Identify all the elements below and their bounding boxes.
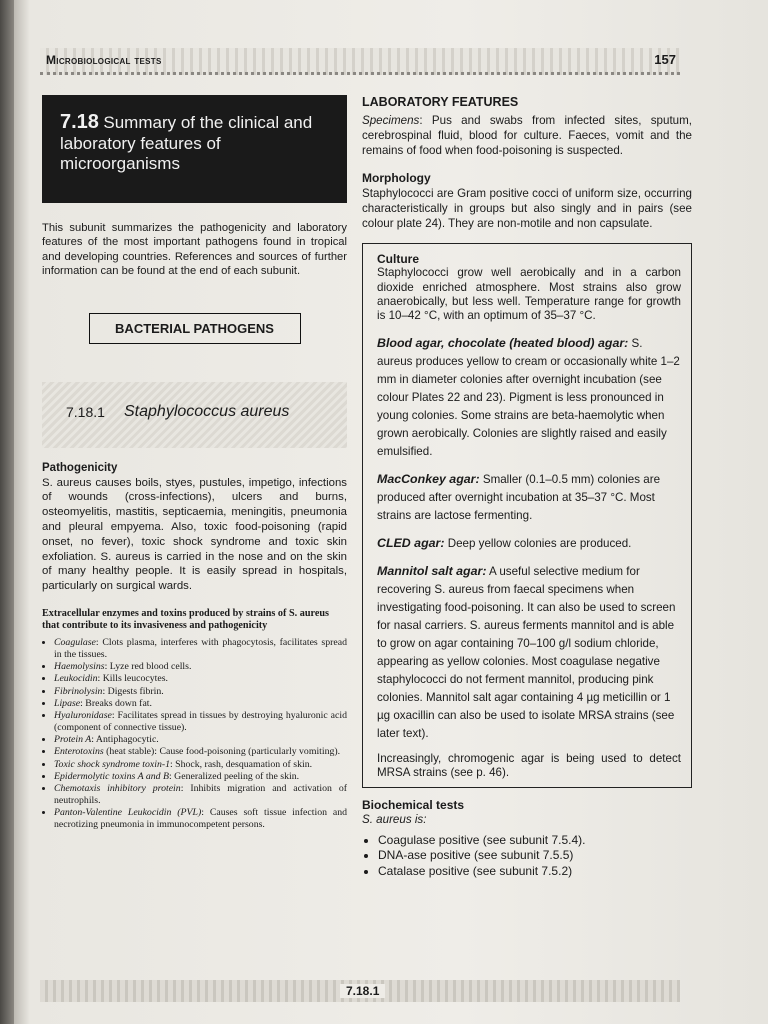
page-number: 157 bbox=[654, 52, 676, 67]
enzyme-term: Lipase bbox=[54, 697, 81, 709]
section-heading bbox=[42, 382, 347, 448]
pathogenicity-text: S. aureus causes boils, styes, pustules, impetigo, infections of wounds (cross-infections), ulcers and burns, osteomyelitis, mastitis, septicaemia, meningitis, pneumonia and pleural empyema. Also, toxic food-poisoning (rapid onset, no fever), toxic shock syndrome and toxic skin exfoliation. S. aureus is carried in the nose and on the skin of many healthy people. It is easily spread in hospitals, particularly on surgical wards. bbox=[42, 476, 347, 593]
enzyme-term: Panton-Valentine Leukocidin (PVL) bbox=[54, 807, 202, 819]
footer-section-ref: 7.18.1 bbox=[340, 984, 385, 998]
running-header bbox=[40, 48, 680, 75]
culture-text: Staphylococci grow well aerobically and in a carbon dioxide enriched atmosphere. Most strains also grow anaerobically, but less well. Temperature range for growth is 10–42 °C, with an optimum of 35–37 °C. bbox=[377, 266, 681, 323]
enzyme-desc: : Kills leucocytes. bbox=[97, 673, 168, 685]
enzyme-term: Hyaluronidase bbox=[54, 710, 112, 722]
list-item: • DNA-ase positive (see subunit 7.5.5) bbox=[378, 848, 692, 864]
specimens-text: : Pus and swabs from infected sites, sputum, cerebrospinal fluid, blood for culture. Faeces, vomit and the remains of food when food-poisoning is suspected. bbox=[362, 114, 692, 158]
subunit-title-box bbox=[42, 95, 347, 203]
enzyme-term: Epidermolytic toxins A and B bbox=[54, 771, 170, 783]
enzymes-list bbox=[42, 637, 347, 831]
macconkey-paragraph bbox=[377, 470, 681, 524]
enzyme-desc: (heat stable): Cause food-poisoning (particularly vomiting). bbox=[103, 746, 341, 758]
subunit-title: Summary of the clinical and laboratory features of microorganisms bbox=[60, 113, 313, 173]
cled-heading: CLED agar: bbox=[377, 535, 445, 550]
blood-agar-heading: Blood agar, chocolate (heated blood) agar: bbox=[377, 335, 629, 350]
bacterial-pathogens-heading: BACTERIAL PATHOGENS bbox=[89, 313, 301, 344]
pathogenicity-heading: Pathogenicity bbox=[42, 461, 118, 474]
section-number: 7.18.1 bbox=[66, 403, 105, 420]
list-item bbox=[54, 698, 347, 710]
culture-box bbox=[362, 243, 692, 787]
chromogenic-text: Increasingly, chromogenic agar is being used to detect MRSA strains (see p. 46). bbox=[377, 751, 681, 780]
mannitol-paragraph bbox=[377, 562, 681, 742]
list-item bbox=[54, 771, 347, 783]
list-item bbox=[54, 807, 347, 831]
enzyme-term: Leukocidin bbox=[54, 673, 98, 685]
intro-paragraph: This subunit summarizes the pathogenicity and laboratory features of the most important pathogens found in tropical and developing countries. References and sources of further information can be found at the end of each subunit. bbox=[42, 222, 347, 278]
enzyme-term: Chemotaxis inhibitory protein bbox=[54, 783, 181, 795]
right-column bbox=[362, 95, 692, 879]
biochemical-heading: Biochemical tests bbox=[362, 797, 465, 812]
list-item bbox=[54, 710, 347, 734]
list-item bbox=[54, 783, 347, 807]
subunit-number: 7.18 bbox=[60, 111, 99, 133]
biochemical-intro: S. aureus is: bbox=[362, 812, 427, 826]
list-item bbox=[54, 637, 347, 661]
biochemical-list bbox=[362, 833, 692, 880]
list-item bbox=[54, 661, 347, 673]
enzyme-term: Coagulase bbox=[54, 636, 96, 648]
enzyme-desc: : Digests fibrin. bbox=[102, 685, 164, 697]
blood-agar-paragraph bbox=[377, 334, 681, 460]
specimens-paragraph bbox=[362, 113, 692, 159]
page-footer bbox=[40, 980, 680, 1002]
blood-agar-text: S. aureus produces yellow to cream or occasionally white 1–2 mm in diameter colonies after overnight incubation (see colour Plates 22 and 23). Pigment is less pronounced in young colonies. Some strains are beta-haemolytic when grown aerobically. Colonies are slightly raised and easily emulsified. bbox=[377, 336, 680, 458]
lab-features-heading: LABORATORY FEATURES bbox=[362, 95, 519, 109]
enzyme-desc: : Breaks down fat. bbox=[80, 697, 152, 709]
enzyme-desc: : Clots plasma, interferes with phagocytosis, facilitates spread in the tissues. bbox=[54, 636, 347, 660]
enzyme-desc: : Lyze red blood cells. bbox=[104, 660, 192, 672]
cled-paragraph bbox=[377, 534, 681, 552]
list-item bbox=[54, 686, 347, 698]
enzyme-desc: : Facilitates spread in tissues by destroying hyaluronic acid (component of connective tissue). bbox=[54, 710, 347, 733]
macconkey-heading: MacConkey agar: bbox=[377, 471, 480, 486]
list-item bbox=[54, 759, 347, 771]
enzyme-desc: : Causes soft tissue infection and necrotizing pneumonia in immunocompetent persons. bbox=[54, 807, 348, 831]
list-item bbox=[54, 746, 347, 758]
running-title: Microbiological tests bbox=[46, 53, 162, 67]
list-item: • Catalase positive (see subunit 7.5.2) bbox=[378, 864, 692, 880]
left-column bbox=[42, 95, 347, 832]
specimens-label: Specimens bbox=[362, 114, 420, 127]
list-item bbox=[54, 673, 347, 685]
book-spine-shadow bbox=[0, 0, 14, 1024]
enzyme-term: Haemolysins bbox=[54, 660, 105, 672]
enzymes-heading: Extracellular enzymes and toxins produced by strains of S. aureus that contribute to its invasiveness and pathogenicity bbox=[42, 608, 329, 632]
list-item: • Coagulase positive (see subunit 7.5.4). bbox=[378, 833, 692, 849]
culture-heading: Culture bbox=[377, 252, 419, 267]
enzyme-desc: : Generalized peeling of the skin. bbox=[169, 771, 300, 783]
enzyme-term: Protein A bbox=[54, 734, 92, 746]
cled-text: Deep yellow colonies are produced. bbox=[444, 536, 632, 550]
list-item bbox=[54, 734, 347, 746]
enzyme-desc: : Antiphagocytic. bbox=[91, 734, 159, 746]
mannitol-heading: Mannitol salt agar: bbox=[377, 563, 487, 578]
section-name: Staphylococcus aureus bbox=[124, 402, 290, 420]
enzyme-desc: : Shock, rash, desquamation of skin. bbox=[170, 758, 313, 770]
morphology-heading: Morphology bbox=[362, 170, 431, 185]
enzyme-term: Enterotoxins bbox=[54, 746, 104, 758]
enzyme-term: Fibrinolysin bbox=[54, 685, 103, 697]
macconkey-text: Smaller (0.1–0.5 mm) colonies are produced after overnight incubation at 35–37 °C. Most strains are lactose fermenting. bbox=[377, 472, 661, 522]
mannitol-text: A useful selective medium for recovering S. aureus from faecal specimens when investigating food-poisoning. It can also be used to screen for nasal carriers. S. aureus ferments mannitol and is able to grow on agar containing 70–100 g/l sodium chloride, appearing as yellow colonies. Most coagulase negative staphylococci do not ferment mannitol, producing pink colonies. Mannitol salt agar containing 4 µg meticillin or 1 µg oxacillin can also be used to isolate MRSA strains (see later text). bbox=[377, 564, 676, 740]
enzyme-desc: : Inhibits migration and activation of neutrophils. bbox=[54, 783, 347, 807]
enzyme-term: Toxic shock syndrome toxin-1 bbox=[54, 758, 170, 770]
morphology-text: Staphylococci are Gram positive cocci of uniform size, occurring characteristically in groups but also singly and in pairs (see colour plate 24). They are non-motile and non capsulate. bbox=[362, 186, 692, 231]
